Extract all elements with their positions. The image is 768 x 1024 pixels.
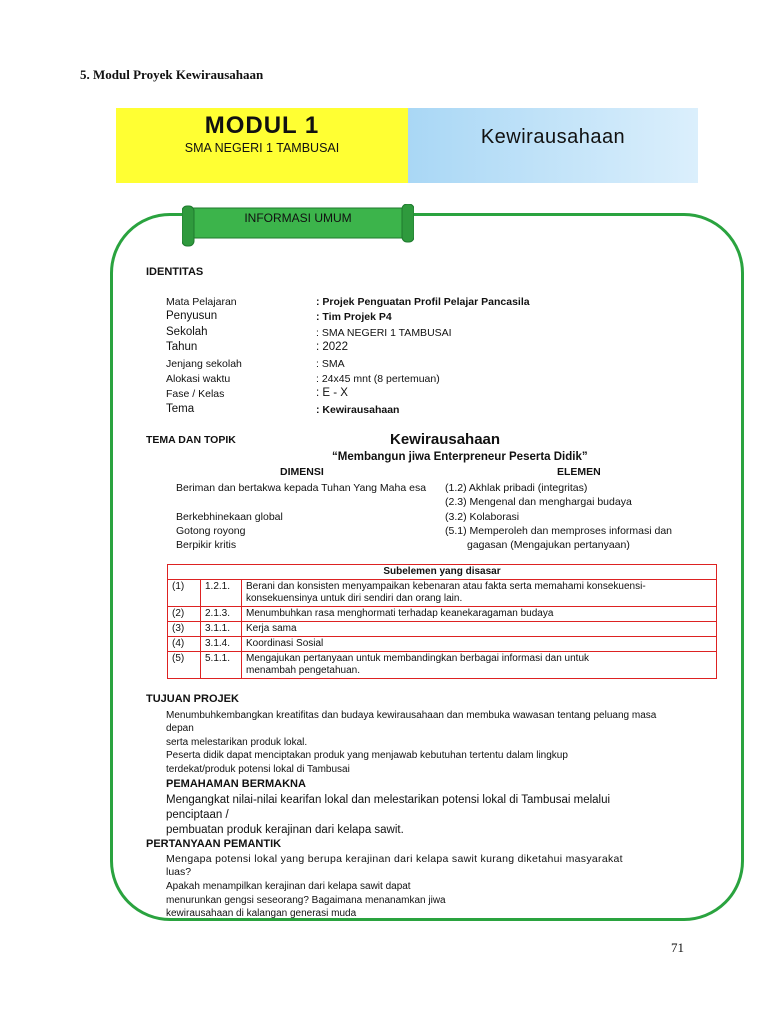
row-text-line: Mengajukan pertanyaan untuk membandingkan berbagai informasi dan untuk — [246, 653, 590, 664]
row-text-line: Berani dan konsisten menyampaikan kebenaran atau fakta serta memahami konsekuensi- — [246, 581, 646, 592]
table-header-row — [168, 565, 717, 580]
module-school: SMA NEGERI 1 TAMBUSAI — [184, 141, 340, 155]
pertanyaan-line: Mengapa potensi lokal yang berupa kerajinan dari kelapa sawit kurang diketahui masyarakat — [166, 853, 623, 865]
elemen-header: ELEMEN — [557, 466, 601, 478]
tema-theme: Kewirausahaan — [390, 431, 501, 448]
row-text: Kerja sama — [242, 622, 717, 637]
pertanyaan-line: luas? — [166, 866, 192, 878]
subelemen-table — [167, 564, 717, 679]
tujuan-line: Peserta didik dapat menciptakan produk yang menjawab kebutuhan tertentu dalam lingkup — [166, 750, 568, 761]
table-row — [168, 580, 717, 607]
ribbon-label: INFORMASI UMUM — [244, 211, 352, 225]
section-heading: 5. Modul Proyek Kewirausahaan — [80, 67, 264, 82]
row-number: (5) — [168, 652, 201, 679]
dimensi-item: Berkebhinekaan global — [176, 511, 283, 523]
identitas-value: : E - X — [316, 387, 348, 399]
identitas-label: Alokasi waktu — [166, 373, 231, 385]
pertanyaan-title: PERTANYAAN PEMANTIK — [146, 838, 282, 850]
pemahaman-line: Mengangkat nilai-nilai kearifan lokal dan melestarikan potensi lokal di Tambusai melalui — [166, 794, 611, 806]
tujuan-title: TUJUAN PROJEK — [146, 693, 239, 705]
row-number: (1) — [168, 580, 201, 607]
dimensi-header: DIMENSI — [280, 466, 324, 478]
tujuan-line: depan — [166, 723, 194, 734]
row-text — [242, 652, 717, 679]
elemen-item: (2.3) Mengenal dan menghargai budaya — [445, 496, 632, 508]
elemen-item: (5.1) Memperoleh dan memproses informasi dan — [445, 525, 673, 537]
row-text: Menumbuhkan rasa menghormati terhadap keanekaragaman budaya — [242, 607, 717, 622]
elemen-item: gagasan (Mengajukan pertanyaan) — [467, 539, 630, 551]
identitas-value: : 2022 — [316, 341, 348, 353]
tema-topik-title: TEMA DAN TOPIK — [146, 434, 236, 446]
identitas-value: : Tim Projek P4 — [316, 311, 392, 323]
row-code: 5.1.1. — [201, 652, 242, 679]
identitas-value: : Kewirausahaan — [316, 404, 400, 416]
pemahaman-title: PEMAHAMAN BERMAKNA — [166, 778, 306, 790]
row-text-line: konsekuensinya untuk diri sendiri dan orang lain. — [246, 593, 463, 604]
row-number: (2) — [168, 607, 201, 622]
module-title: MODUL 1 — [204, 112, 320, 139]
row-code: 3.1.4. — [201, 637, 242, 652]
elemen-item: (1.2) Akhlak pribadi (integritas) — [445, 482, 588, 494]
pertanyaan-line: kewirausahaan di kalangan generasi muda — [166, 908, 357, 919]
pertanyaan-line: menurunkan gengsi seseorang? Bagaimana menanamkan jiwa — [166, 895, 446, 906]
identitas-value: : 24x45 mnt (8 pertemuan) — [316, 373, 440, 385]
identitas-label: Mata Pelajaran — [166, 296, 237, 308]
tujuan-line: Menumbuhkembangkan kreatifitas dan budaya kewirausahaan dan membuka wawasan tentang peluang masa — [166, 710, 657, 721]
dimensi-item: Beriman dan bertakwa kepada Tuhan Yang Maha esa — [176, 482, 427, 494]
subelemen-title: Subelemen yang disasar — [168, 565, 717, 580]
identitas-label: Fase / Kelas — [166, 388, 225, 400]
dimensi-item: Gotong royong — [176, 525, 246, 537]
page-number: 71 — [671, 940, 684, 955]
table-row — [168, 622, 717, 637]
row-text — [242, 580, 717, 607]
row-text-line: menambah pengetahuan. — [246, 665, 360, 676]
row-number: (4) — [168, 637, 201, 652]
identitas-label: Jenjang sekolah — [166, 358, 242, 370]
dimensi-item: Berpikir kritis — [176, 539, 237, 551]
identitas-value: : SMA NEGERI 1 TAMBUSAI — [316, 327, 452, 339]
pemahaman-line: pembuatan produk kerajinan dari kelapa sawit. — [166, 824, 404, 836]
module-banner — [116, 108, 408, 183]
pemahaman-line: penciptaan / — [166, 809, 229, 821]
row-number: (3) — [168, 622, 201, 637]
row-code: 2.1.3. — [201, 607, 242, 622]
identitas-label: Penyusun — [166, 310, 218, 322]
identitas-label: Sekolah — [166, 326, 208, 338]
elemen-item: (3.2) Kolaborasi — [445, 511, 520, 523]
tujuan-line: terdekat/produk potensi lokal di Tambusai — [166, 764, 350, 775]
identitas-title: IDENTITAS — [146, 266, 204, 278]
module-theme: Kewirausahaan — [480, 126, 626, 148]
table-row — [168, 607, 717, 622]
identitas-label: Tahun — [166, 341, 198, 353]
identitas-label: Tema — [166, 403, 195, 415]
table-row — [168, 652, 717, 679]
identitas-value: : Projek Penguatan Profil Pelajar Pancasila — [316, 296, 530, 308]
pertanyaan-line: Apakah menampilkan kerajinan dari kelapa sawit dapat — [166, 881, 411, 892]
identitas-value: : SMA — [316, 358, 345, 370]
tema-subtitle: “Membangun jiwa Enterpreneur Peserta Didik” — [332, 451, 588, 463]
table-row — [168, 637, 717, 652]
row-text: Koordinasi Sosial — [242, 637, 717, 652]
row-code: 3.1.1. — [201, 622, 242, 637]
module-theme-banner — [408, 108, 698, 183]
row-code: 1.2.1. — [201, 580, 242, 607]
tujuan-line: serta melestarikan produk lokal. — [166, 737, 308, 748]
